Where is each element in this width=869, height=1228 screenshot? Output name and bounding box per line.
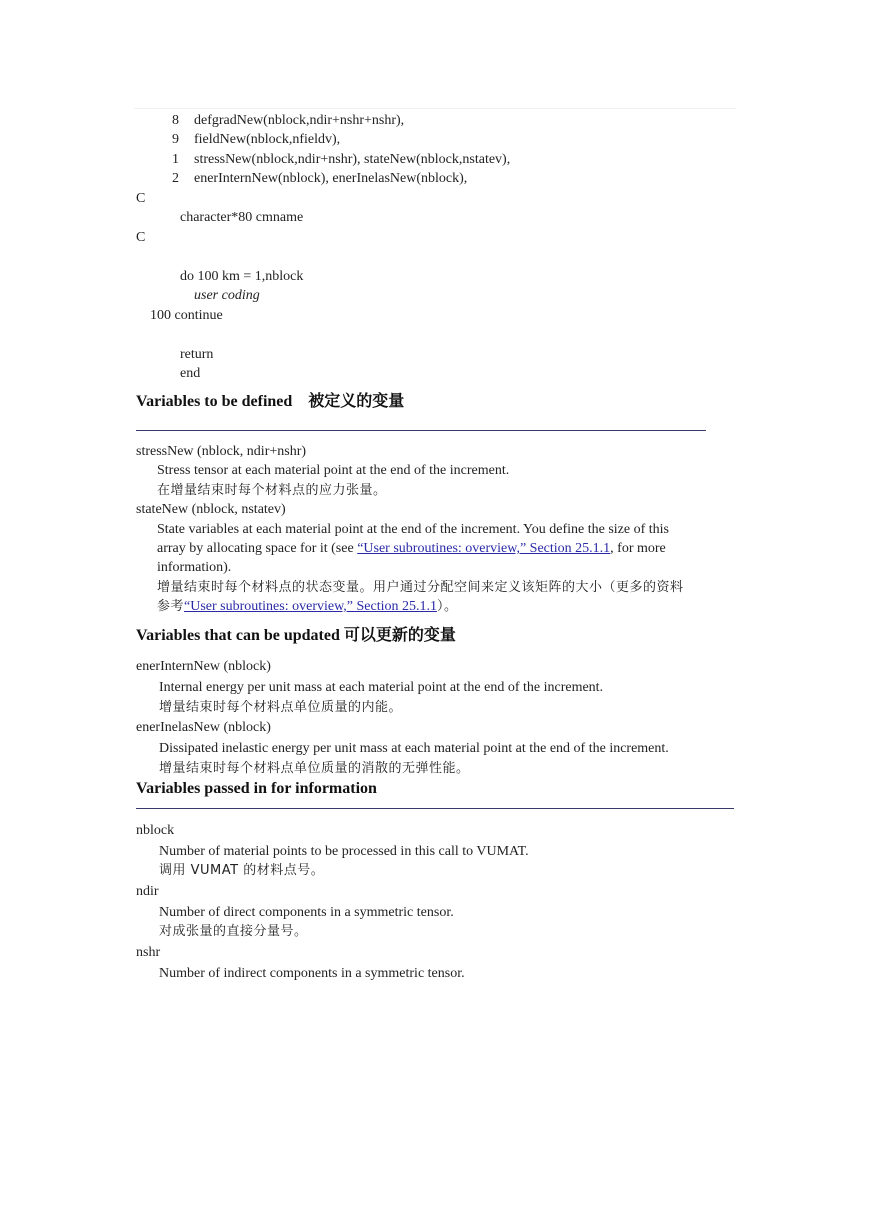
variable-description: Stress tensor at each material point at the end of the increment.: [157, 463, 510, 478]
variable-name: enerInelasNew (nblock): [136, 720, 271, 735]
code-return: return: [180, 347, 214, 362]
section-heading-passed: Variables passed in for information: [136, 780, 377, 797]
section-divider: [136, 808, 734, 809]
variable-name: enerInternNew (nblock): [136, 659, 271, 674]
section-link[interactable]: “User subroutines: overview,” Section 25.1.1: [184, 599, 437, 614]
desc-text: array by allocating space for it (see: [157, 541, 358, 556]
code-do-loop: do 100 km = 1,nblock: [180, 269, 304, 284]
section-divider: [136, 430, 706, 431]
code-declaration: character*80 cmname: [180, 210, 304, 225]
variable-description-cn: 增量结束时每个材料点单位质量的内能。: [159, 700, 403, 715]
code-line-number: 9: [172, 132, 179, 147]
desc-text: , for more: [610, 541, 666, 556]
code-line-number: 8: [172, 113, 179, 128]
code-line: fieldNew(nblock,nfieldv),: [194, 132, 341, 147]
code-line: defgradNew(nblock,ndir+nshr+nshr),: [194, 113, 405, 128]
variable-description: Number of direct components in a symmetric tensor.: [159, 905, 454, 920]
variable-description-cn: 在增量结束时每个材料点的应力张量。: [157, 483, 387, 498]
section-heading-defined: Variables to be defined 被定义的变量: [136, 393, 405, 410]
variable-description-cn: 对成张量的直接分量号。: [159, 924, 308, 939]
variable-name: nshr: [136, 945, 161, 960]
variable-description: Number of indirect components in a symmetric tensor.: [159, 966, 465, 981]
code-comment: C: [136, 191, 146, 206]
variable-description: [157, 540, 666, 558]
variable-description: Dissipated inelastic energy per unit mass at each material point at the end of the increment.: [159, 741, 669, 756]
variable-description-cn: 增量结束时每个材料点的状态变量。用户通过分配空间来定义该矩阵的大小（更多的资料: [157, 580, 684, 595]
code-user-coding: user coding: [194, 288, 260, 303]
variable-name: stateNew (nblock, nstatev): [136, 502, 286, 517]
desc-text: ）。: [437, 599, 458, 614]
section-heading-updated: Variables that can be updated 可以更新的变量: [136, 627, 456, 644]
variable-description-cn: 调用 VUMAT 的材料点号。: [159, 863, 325, 878]
code-end: end: [180, 366, 201, 381]
variable-description: Number of material points to be processed in this call to VUMAT.: [159, 844, 529, 859]
variable-name: ndir: [136, 884, 159, 899]
code-line-number: 2: [172, 171, 179, 186]
variable-name: stressNew (nblock, ndir+nshr): [136, 444, 307, 459]
section-link[interactable]: “User subroutines: overview,” Section 25.1.1: [357, 541, 611, 556]
variable-description: State variables at each material point at the end of the increment. You define the size of this: [157, 522, 669, 537]
code-line: enerInternNew(nblock), enerInelasNew(nblock),: [194, 171, 468, 186]
code-line: stressNew(nblock,ndir+nshr), stateNew(nblock,nstatev),: [194, 152, 511, 167]
variable-description-cn: [157, 598, 458, 616]
variable-description-cn: 增量结束时每个材料点单位质量的消散的无弹性能。: [159, 761, 470, 776]
code-line-number: 1: [172, 152, 179, 167]
variable-description: Internal energy per unit mass at each material point at the end of the increment.: [159, 680, 604, 695]
variable-name: nblock: [136, 823, 175, 838]
desc-text: 参考: [157, 599, 185, 614]
variable-description: information).: [157, 560, 232, 575]
code-continue: 100 continue: [150, 308, 223, 323]
top-divider: [134, 108, 736, 109]
code-comment: C: [136, 230, 146, 245]
